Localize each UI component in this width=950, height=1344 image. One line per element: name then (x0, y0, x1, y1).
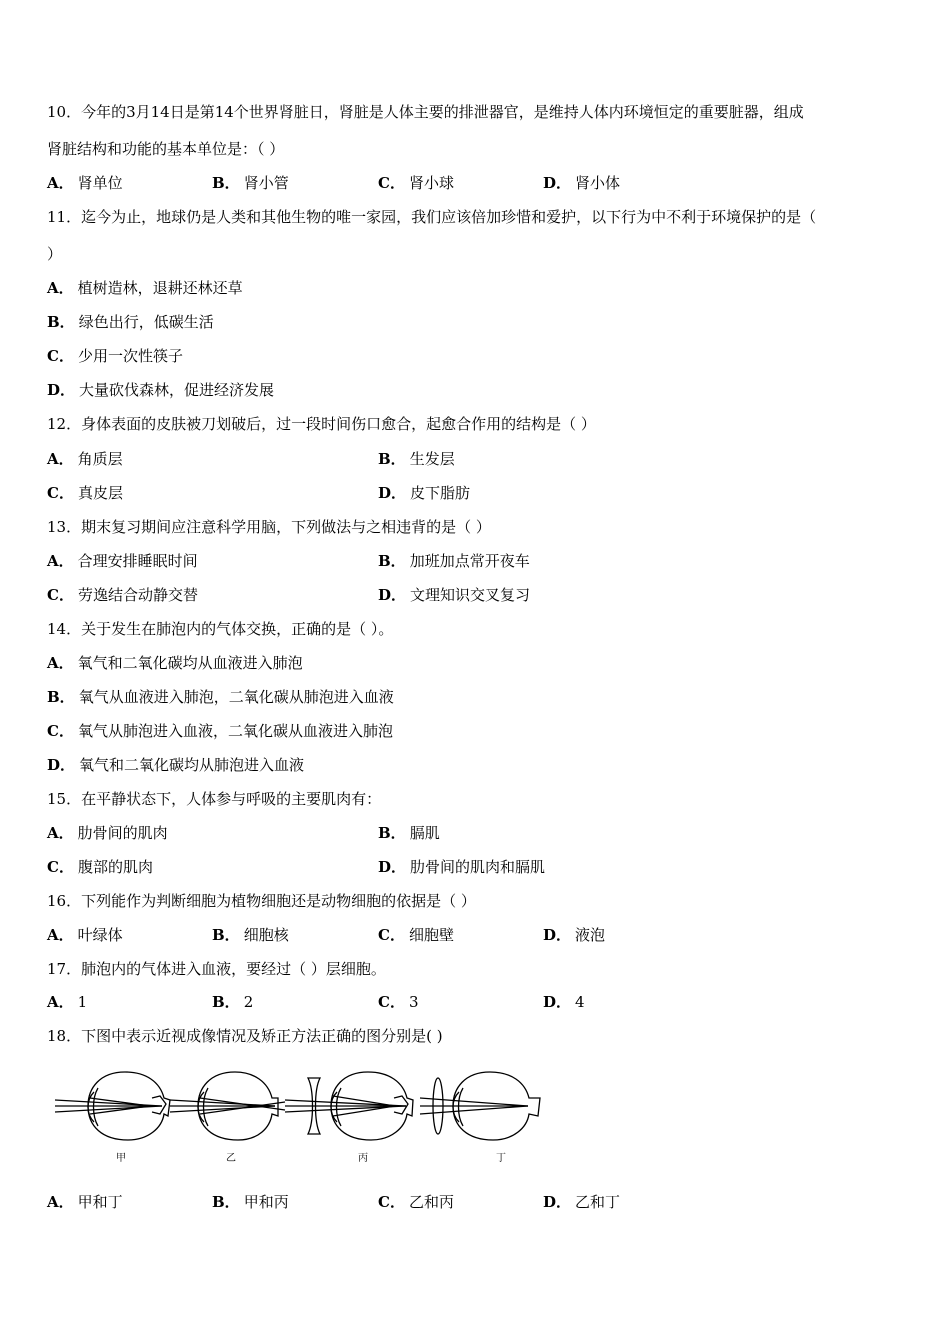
question-17-option-a (47, 992, 87, 1012)
question-16-option-c (378, 925, 454, 945)
option-letter: C． (47, 858, 74, 876)
question-10-option-a (47, 173, 123, 193)
option-text: 2 (243, 993, 254, 1011)
option-text: 植树造林，退耕还林还草 (77, 279, 243, 297)
question-18-option-a (47, 1192, 123, 1212)
question-15-option-d (378, 857, 545, 877)
question-16-option-b (212, 925, 289, 945)
eye-diagram-ding (420, 1072, 540, 1140)
option-text: 肾小管 (243, 174, 289, 192)
option-text: 肾小球 (408, 174, 454, 192)
option-text: 腹部的肌肉 (77, 858, 153, 876)
question-18-option-c (378, 1192, 454, 1212)
figure-label-ding: 丁 (496, 1153, 506, 1164)
option-text: 氧气从肺泡进入血液，二氧化碳从血液进入肺泡 (77, 722, 393, 740)
question-13-option-a (47, 551, 198, 571)
question-14-option-b (47, 687, 394, 707)
question-10-option-c (378, 173, 454, 193)
option-letter: C． (47, 484, 74, 502)
question-18-option-b (212, 1192, 289, 1212)
option-letter: B． (47, 313, 75, 331)
question-11-option-d (47, 380, 274, 400)
option-letter: D． (543, 926, 572, 944)
question-11-option-b (47, 312, 214, 332)
option-text: 大量砍伐森林，促进经济发展 (79, 381, 275, 399)
option-text: 真皮层 (77, 484, 123, 502)
question-17-option-b (212, 992, 253, 1012)
option-text: 肾单位 (77, 174, 123, 192)
option-text: 1 (77, 993, 88, 1011)
option-letter: C． (378, 993, 405, 1011)
question-10-stem-line-1: 10．今年的3月14日是第14个世界肾脏日，肾脏是人体主要的排泄器官，是维持人体内环境恒定的重要脏器，组成 (47, 103, 804, 121)
eye-diagram-bing (285, 1072, 413, 1140)
question-15-option-c (47, 857, 153, 877)
question-13-option-c (47, 585, 198, 605)
option-letter: D． (378, 586, 407, 604)
question-13-option-b (378, 551, 530, 571)
option-text: 绿色出行，低碳生活 (78, 313, 214, 331)
option-letter: B． (212, 926, 240, 944)
option-text: 氧气从血液进入肺泡，二氧化碳从肺泡进入血液 (78, 688, 394, 706)
option-letter: D． (378, 858, 407, 876)
option-text: 甲和丙 (243, 1193, 289, 1211)
question-16-option-d (543, 925, 605, 945)
question-12-option-b (378, 449, 455, 469)
question-15-stem: 15．在平静状态下，人体参与呼吸的主要肌肉有： (47, 790, 382, 808)
question-18-option-d (543, 1192, 620, 1212)
question-14-option-d (47, 755, 304, 775)
option-letter: D． (543, 174, 572, 192)
option-letter: D． (543, 993, 572, 1011)
question-12-option-a (47, 449, 123, 469)
option-letter: C． (47, 586, 74, 604)
option-text: 叶绿体 (77, 926, 123, 944)
option-text: 氧气和二氧化碳均从肺泡进入血液 (79, 756, 305, 774)
option-text: 肋骨间的肌肉和膈肌 (410, 858, 546, 876)
question-14-option-c (47, 721, 393, 741)
question-17-option-c (378, 992, 419, 1012)
option-letter: B． (47, 688, 75, 706)
question-12-option-d (378, 483, 470, 503)
option-letter: B． (212, 1193, 240, 1211)
option-text: 氧气和二氧化碳均从血液进入肺泡 (77, 654, 303, 672)
option-text: 皮下脂肪 (410, 484, 471, 502)
figure-label-yi: 乙 (226, 1153, 236, 1164)
question-12-stem: 12．身体表面的皮肤被刀划破后，过一段时间伤口愈合，起愈合作用的结构是（ ） (47, 415, 596, 433)
option-letter: A． (47, 654, 74, 672)
option-letter: A． (47, 279, 74, 297)
option-letter: C． (378, 926, 405, 944)
option-letter: B． (212, 993, 240, 1011)
question-10-stem-line-2: 肾脏结构和功能的基本单位是：（ ） (47, 140, 285, 158)
option-letter: C． (378, 1193, 405, 1211)
option-text: 膈肌 (409, 824, 440, 842)
option-letter: B． (378, 450, 406, 468)
option-text: 加班加点常开夜车 (409, 552, 530, 570)
option-text: 生发层 (409, 450, 455, 468)
option-letter: C． (47, 347, 74, 365)
option-letter: C． (47, 722, 74, 740)
question-16-option-a (47, 925, 123, 945)
option-letter: A． (47, 824, 74, 842)
option-letter: B． (378, 552, 406, 570)
option-letter: B． (378, 824, 406, 842)
option-letter: A． (47, 450, 74, 468)
option-letter: A． (47, 174, 74, 192)
option-letter: A． (47, 993, 74, 1011)
figure-label-jia: 甲 (116, 1153, 126, 1164)
question-11-stem-line-1: 11．迄今为止，地球仍是人类和其他生物的唯一家园，我们应该倍加珍惜和爱护，以下行为中不利于环境保护的是（ (47, 208, 817, 226)
option-text: 角质层 (77, 450, 123, 468)
option-text: 少用一次性筷子 (77, 347, 183, 365)
question-15-option-a (47, 823, 168, 843)
option-letter: A． (47, 1193, 74, 1211)
question-17-option-d (543, 992, 585, 1012)
option-letter: A． (47, 552, 74, 570)
option-text: 乙和丁 (575, 1193, 621, 1211)
question-11-option-a (47, 278, 243, 298)
question-12-option-c (47, 483, 123, 503)
option-letter: D． (47, 381, 76, 399)
option-text: 3 (408, 993, 419, 1011)
option-letter: A． (47, 926, 74, 944)
question-10-option-d (543, 173, 620, 193)
question-15-option-b (378, 823, 440, 843)
option-text: 肾小体 (575, 174, 621, 192)
option-text: 甲和丁 (77, 1193, 123, 1211)
question-14-option-a (47, 653, 303, 673)
question-18-stem: 18．下图中表示近视成像情况及矫正方法正确的图分别是( ) (47, 1027, 443, 1045)
eye-diagram-yi (170, 1072, 285, 1140)
question-14-stem: 14．关于发生在肺泡内的气体交换，正确的是（ ）。 (47, 620, 394, 638)
figure-label-bing: 丙 (358, 1153, 368, 1164)
option-text: 肋骨间的肌肉 (77, 824, 168, 842)
question-16-stem: 16．下列能作为判断细胞为植物细胞还是动物细胞的依据是（ ） (47, 892, 476, 910)
option-text: 4 (575, 993, 585, 1011)
option-text: 文理知识交叉复习 (410, 586, 531, 604)
option-letter: D． (47, 756, 76, 774)
question-13-option-d (378, 585, 530, 605)
question-11-option-c (47, 346, 183, 366)
option-letter: B． (212, 174, 240, 192)
option-letter: D． (378, 484, 407, 502)
option-text: 细胞壁 (408, 926, 454, 944)
option-text: 合理安排睡眠时间 (77, 552, 198, 570)
option-text: 细胞核 (243, 926, 289, 944)
question-13-stem: 13．期末复习期间应注意科学用脑，下列做法与之相违背的是（ ） (47, 518, 491, 536)
option-text: 乙和丙 (408, 1193, 454, 1211)
question-17-stem: 17．肺泡内的气体进入血液，要经过（ ）层细胞。 (47, 960, 386, 978)
option-text: 劳逸结合动静交替 (77, 586, 198, 604)
option-letter: D． (543, 1193, 572, 1211)
eye-diagram-jia (55, 1072, 170, 1140)
question-10-option-b (212, 173, 289, 193)
option-text: 液泡 (575, 926, 606, 944)
eye-diagram-figure (50, 1058, 560, 1168)
option-letter: C． (378, 174, 405, 192)
question-11-stem-line-2: ） (47, 245, 63, 263)
